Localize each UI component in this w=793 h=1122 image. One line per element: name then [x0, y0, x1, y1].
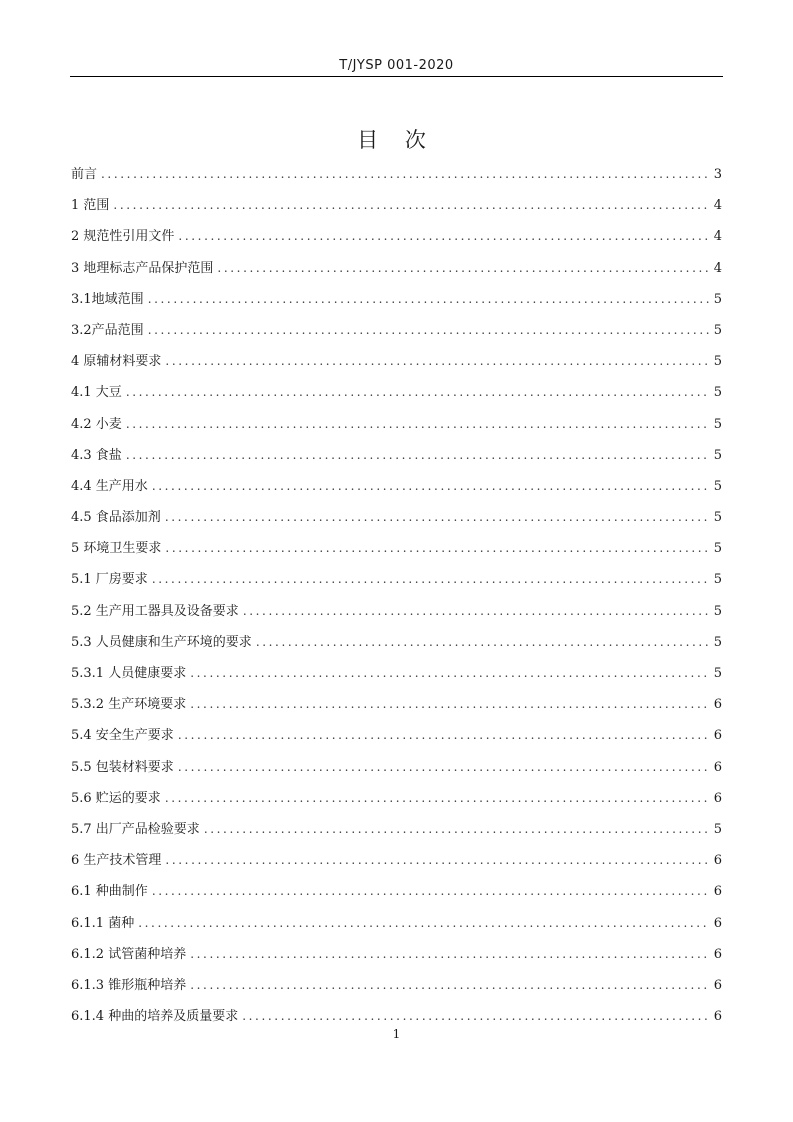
- toc-dot-leader: [165, 507, 710, 527]
- toc-dot-leader: [165, 538, 709, 558]
- toc-entry-label: 4 原辅材料要求: [71, 354, 162, 370]
- toc-entry-label: 5.5 包装材料要求: [71, 759, 174, 775]
- toc-entry-page: 5: [713, 354, 722, 370]
- toc-entry[interactable]: [71, 725, 722, 756]
- toc-entry-label: 4.2 小麦: [71, 416, 122, 432]
- toc-entry-page: 5: [713, 510, 722, 526]
- toc-entry-page: 6: [713, 915, 722, 931]
- toc-entry-label: 6.1.2 试管菌种培养: [71, 946, 187, 962]
- toc-dot-leader: [178, 757, 710, 777]
- toc-dot-leader: [165, 351, 709, 371]
- toc-dot-leader: [126, 445, 710, 465]
- toc-entry[interactable]: [71, 663, 722, 694]
- toc-entry-label: 4.1 大豆: [71, 385, 122, 401]
- toc-entry-page: 6: [713, 884, 722, 900]
- toc-entry[interactable]: [71, 694, 722, 725]
- toc-entry-label: 5.2 生产用工器具及设备要求: [71, 603, 239, 619]
- toc-entry-label: 3.1地域范围: [71, 291, 144, 307]
- toc-entry-page: 5: [713, 416, 722, 432]
- toc-entry-label: 5 环境卫生要求: [71, 541, 162, 557]
- toc-entry[interactable]: [71, 320, 722, 351]
- toc-entry-page: 6: [713, 697, 722, 713]
- toc-dot-leader: [242, 1006, 710, 1026]
- toc-dot-leader: [256, 632, 710, 652]
- toc-entry-label: 5.4 安全生产要求: [71, 728, 174, 744]
- toc-entry-label: 2 规范性引用文件: [71, 229, 175, 245]
- toc-dot-leader: [190, 944, 710, 964]
- toc-entry-page: 6: [713, 728, 722, 744]
- toc-dot-leader: [152, 569, 710, 589]
- toc-entry-page: 6: [713, 1009, 722, 1025]
- toc-entry[interactable]: [71, 632, 722, 663]
- toc-dot-leader: [126, 414, 710, 434]
- toc-dot-leader: [148, 289, 710, 309]
- page-number: 1: [392, 1027, 401, 1041]
- toc-entry-label: 6 生产技术管理: [71, 853, 162, 869]
- toc-entry-label: 3 地理标志产品保护范围: [71, 260, 214, 276]
- toc-dot-leader: [190, 975, 710, 995]
- toc-entry[interactable]: [71, 944, 722, 975]
- toc-entry[interactable]: [71, 819, 722, 850]
- toc-entry-page: 5: [713, 666, 722, 681]
- toc-entry-label: 4.3 食盐: [71, 447, 122, 463]
- toc-entry-label: 3.2产品范围: [71, 322, 144, 338]
- toc-entry[interactable]: [71, 881, 722, 912]
- toc-entry-page: 4: [713, 229, 722, 245]
- toc-entry-page: 5: [713, 603, 722, 619]
- toc-entry-label: 5.6 贮运的要求: [71, 790, 161, 806]
- toc-entry-label: 4.4 生产用水: [71, 478, 148, 494]
- toc-entry[interactable]: [71, 538, 722, 569]
- toc-entry-page: 6: [713, 759, 722, 775]
- header-rule: [70, 76, 723, 77]
- toc-entry-label: 4.5 食品添加剂: [71, 510, 161, 526]
- toc-dot-leader: [190, 663, 710, 683]
- toc-entry-page: 5: [713, 322, 722, 338]
- toc-entry[interactable]: [71, 195, 722, 226]
- toc-dot-leader: [190, 694, 710, 714]
- toc-entry-page: 5: [713, 572, 722, 588]
- toc-dot-leader: [178, 226, 709, 246]
- toc-entry[interactable]: [71, 569, 722, 600]
- toc-entry-page: 5: [713, 291, 722, 307]
- toc-entry-page: 6: [713, 946, 722, 962]
- toc-entry[interactable]: [71, 414, 722, 445]
- toc-entry-label: 6.1 种曲制作: [71, 884, 148, 900]
- toc-entry[interactable]: [71, 913, 722, 944]
- toc-entry[interactable]: [71, 507, 722, 538]
- toc-dot-leader: [152, 881, 710, 901]
- toc-list: [71, 164, 722, 1037]
- toc-entry-page: 6: [713, 977, 722, 993]
- toc-entry-page: 5: [713, 541, 722, 557]
- toc-dot-leader: [138, 913, 710, 933]
- toc-entry-page: 6: [713, 790, 722, 806]
- toc-entry-label: 6.1.4 种曲的培养及质量要求: [71, 1009, 239, 1025]
- toc-entry-page: 5: [713, 385, 722, 401]
- toc-entry[interactable]: [71, 164, 722, 195]
- toc-dot-leader: [204, 819, 710, 839]
- toc-entry[interactable]: [71, 850, 722, 881]
- toc-dot-leader: [148, 320, 710, 340]
- toc-entry-label: 5.7 出厂产品检验要求: [71, 821, 200, 837]
- toc-entry[interactable]: [71, 788, 722, 819]
- toc-entry-page: 4: [713, 198, 722, 214]
- document-code: T/JYSP 001-2020: [339, 58, 454, 73]
- toc-dot-leader: [113, 195, 709, 215]
- toc-entry-label: 前言: [71, 167, 98, 182]
- toc-dot-leader: [126, 382, 710, 402]
- toc-entry[interactable]: [71, 226, 722, 257]
- toc-entry-page: 3: [713, 167, 722, 182]
- toc-entry[interactable]: [71, 975, 722, 1006]
- toc-entry-label: 5.3 人员健康和生产环境的要求: [71, 634, 252, 650]
- toc-dot-leader: [101, 164, 710, 184]
- toc-entry-label: 6.1.1 菌种: [71, 915, 135, 931]
- toc-dot-leader: [217, 258, 709, 278]
- toc-entry[interactable]: [71, 445, 722, 476]
- toc-dot-leader: [152, 476, 710, 496]
- toc-title: 目 次: [357, 128, 436, 152]
- toc-entry-page: 5: [713, 447, 722, 463]
- toc-entry[interactable]: [71, 258, 722, 289]
- toc-entry[interactable]: [71, 757, 722, 788]
- toc-entry-page: 4: [713, 260, 722, 276]
- toc-dot-leader: [165, 788, 710, 808]
- toc-entry-label: 5.3.1 人员健康要求: [71, 666, 187, 681]
- toc-entry-page: 5: [713, 634, 722, 650]
- toc-entry[interactable]: [71, 601, 722, 632]
- toc-entry[interactable]: [71, 289, 722, 320]
- toc-entry-page: 6: [713, 853, 722, 869]
- toc-entry-page: 5: [713, 478, 722, 494]
- toc-entry-label: 6.1.3 锥形瓶种培养: [71, 977, 187, 993]
- toc-entry-label: 5.1 厂房要求: [71, 572, 148, 588]
- toc-entry[interactable]: [71, 476, 722, 507]
- toc-entry-page: 5: [713, 821, 722, 837]
- toc-dot-leader: [165, 850, 709, 870]
- toc-entry[interactable]: [71, 382, 722, 413]
- toc-dot-leader: [243, 601, 710, 621]
- toc-entry-label: 5.3.2 生产环境要求: [71, 697, 187, 713]
- toc-dot-leader: [178, 725, 710, 745]
- toc-entry-label: 1 范围: [71, 198, 110, 214]
- toc-entry[interactable]: [71, 351, 722, 382]
